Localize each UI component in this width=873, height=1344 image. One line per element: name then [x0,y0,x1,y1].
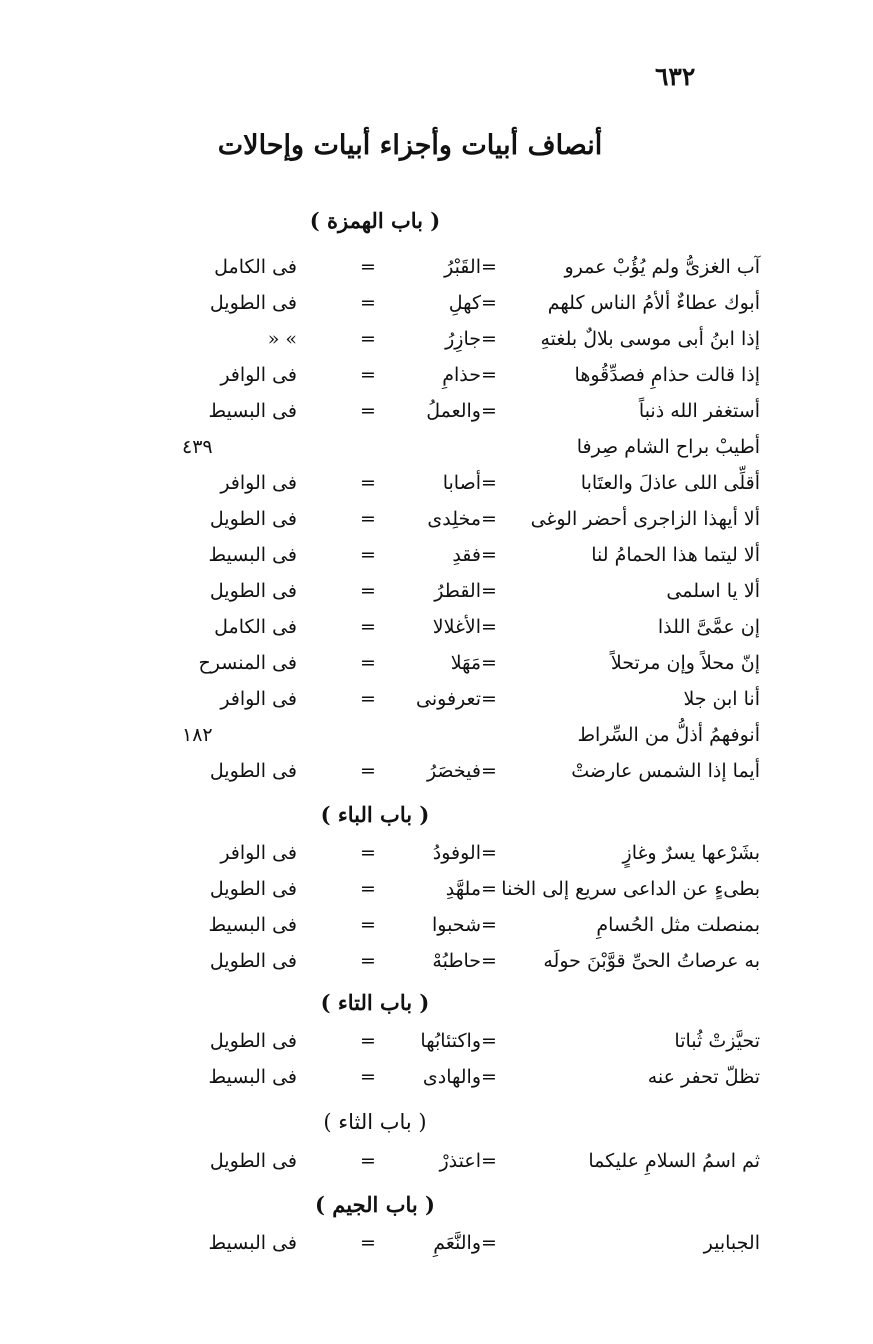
equals-sign: = [481,472,497,494]
rhyme-word: حاطبُهْ [432,950,481,972]
section-heading: ( باب الهمزة ) [309,208,441,233]
rhyme-word: كهلِ [448,292,481,314]
rhyme-word: تعرفونى [416,688,481,710]
equals-sign: = [481,688,497,710]
section-heading: ( باب الثاء ) [323,1110,427,1134]
entry-row [0,1232,873,1268]
meter-name: فى الطويل [209,878,297,900]
rhyme-word: اعتذرْ [439,1150,481,1172]
rhyme-word: فيخصَرُ [426,760,481,782]
entry-row [0,842,873,878]
equals-sign: = [481,1066,497,1088]
rhyme-word: شحبوا [431,914,481,936]
equals-sign: = [481,580,497,602]
entry-row [0,760,873,796]
equals-sign: = [481,914,497,936]
equals-sign: = [481,400,497,422]
entry-row [0,652,873,688]
entry-row [0,1066,873,1102]
equals-sign: = [481,328,497,350]
verse-text: أطيبْ براح الشام صِرفا [576,436,760,458]
equals-sign: = [481,652,497,674]
page-reference: ١٨٢ [182,724,213,746]
equals-sign: = [360,1066,376,1088]
entry-row [0,724,873,760]
equals-sign: = [360,580,376,602]
equals-sign: = [360,256,376,278]
entry-row [0,616,873,652]
meter-name: فى الوافر [220,688,297,710]
verse-text: إن عمَّىَّ اللذا [657,616,760,638]
entry-row [0,688,873,724]
meter-name: » « [267,328,297,350]
section-heading: ( باب التاء ) [320,990,430,1015]
verse-text: أقلِّى اللى عاذلَ والعتَابا [580,472,760,494]
entry-row [0,436,873,472]
entry-row [0,580,873,616]
verse-text: بمنصلت مثل الحُسامِ [596,914,760,936]
page-title: أنصاف أبيات وأجزاء أبيات وإحالات [217,130,603,161]
equals-sign: = [481,544,497,566]
rhyme-word: مخلِدى [427,508,481,530]
verse-text: تظلّ تحفر عنه [647,1066,760,1088]
entry-row [0,914,873,950]
section-heading: ( باب الجيم ) [315,1192,435,1217]
verse-text: به عرصاتُ الحىِّ قوَّبْنَ حولَه [543,950,760,972]
equals-sign: = [481,364,497,386]
meter-name: فى الطويل [209,950,297,972]
rhyme-word: ملهَّدِ [445,878,481,900]
equals-sign: = [360,328,376,350]
equals-sign: = [481,508,497,530]
rhyme-word: مَهَلا [450,652,481,674]
verse-text: أنوفهمُ أذلُّ من السِّراط [577,724,760,746]
rhyme-word: والنَّعَمِ [433,1232,481,1254]
rhyme-word: جازِرُ [445,328,481,350]
verse-text: إنّ محلاً وإن مرتحلاً [610,652,760,674]
page-number: ٦٣٢ [655,62,696,91]
equals-sign: = [360,364,376,386]
equals-sign: = [360,616,376,638]
rhyme-word: الأغلالا [432,616,481,638]
entry-row [0,472,873,508]
equals-sign: = [481,950,497,972]
meter-name: فى البسيط [208,1066,297,1088]
entry-row [0,878,873,914]
equals-sign: = [481,760,497,782]
equals-sign: = [360,950,376,972]
meter-name: فى البسيط [208,400,297,422]
equals-sign: = [360,508,376,530]
meter-name: فى البسيط [208,1232,297,1254]
page-reference: ٤٣٩ [182,436,213,458]
equals-sign: = [360,914,376,936]
equals-sign: = [481,256,497,278]
meter-name: فى البسيط [208,544,297,566]
verse-text: ثم اسمُ السلامِ عليكما [588,1150,760,1172]
equals-sign: = [360,760,376,782]
meter-name: فى المنسرح [198,652,297,674]
entry-row [0,1150,873,1186]
meter-name: فى البسيط [208,914,297,936]
verse-text: ألا ليتما هذا الحمامُ لنا [591,544,760,566]
meter-name: فى الطويل [209,1150,297,1172]
meter-name: فى الطويل [209,760,297,782]
equals-sign: = [360,400,376,422]
equals-sign: = [481,878,497,900]
entry-row [0,364,873,400]
meter-name: فى الوافر [220,364,297,386]
meter-name: فى الطويل [209,292,297,314]
rhyme-word: الوفودُ [432,842,481,864]
verse-text: بطىءٍ عن الداعى سريع إلى الخنا [501,878,760,900]
meter-name: فى الكامل [214,616,297,638]
equals-sign: = [360,842,376,864]
meter-name: فى الكامل [214,256,297,278]
entry-row [0,950,873,986]
meter-name: فى الوافر [220,842,297,864]
equals-sign: = [360,1030,376,1052]
verse-text: تحيَّزتْ ثُباتا [674,1030,760,1052]
entry-row [0,400,873,436]
equals-sign: = [360,1232,376,1254]
entry-row [0,256,873,292]
equals-sign: = [360,878,376,900]
meter-name: فى الوافر [220,472,297,494]
equals-sign: = [481,292,497,314]
meter-name: فى الطويل [209,1030,297,1052]
verse-text: الجبابير [703,1232,760,1254]
entry-row [0,508,873,544]
equals-sign: = [481,1150,497,1172]
entry-row [0,292,873,328]
equals-sign: = [360,652,376,674]
verse-text: إذا قالت حذامِ فصدِّقُوها [574,364,760,386]
verse-text: ألا أيهذا الزاجرى أحضر الوغى [530,508,760,530]
entry-row [0,1030,873,1066]
rhyme-word: والهادى [422,1066,481,1088]
equals-sign: = [481,1030,497,1052]
verse-text: أنا ابن جلا [683,688,760,710]
meter-name: فى الطويل [209,580,297,602]
verse-text: أستغفر الله ذنباً [638,400,760,422]
verse-text: أبوك عطاءٌ ألأمُ الناس كلهم [547,292,760,314]
equals-sign: = [360,1150,376,1172]
equals-sign: = [481,842,497,864]
rhyme-word: حذامِ [442,364,481,386]
rhyme-word: أصابا [442,472,481,494]
equals-sign: = [360,688,376,710]
equals-sign: = [360,292,376,314]
equals-sign: = [360,472,376,494]
verse-text: إذا ابنُ أبى موسى بلالٌ بلغتهِ [540,328,760,350]
equals-sign: = [360,544,376,566]
verse-text: أيما إذا الشمس عارضتْ [571,760,760,782]
verse-text: آب الغزىُّ ولم يُؤُبْ عمرو [564,256,760,278]
verse-text: بشَرْعها يسرٌ وغازٍ [622,842,760,864]
equals-sign: = [481,1232,497,1254]
rhyme-word: القطرُ [434,580,481,602]
entry-row [0,328,873,364]
section-heading: ( باب الباء ) [320,802,430,827]
rhyme-word: القَبْرُ [444,256,481,278]
rhyme-word: فقدِ [452,544,481,566]
equals-sign: = [481,616,497,638]
verse-text: ألا يا اسلمى [666,580,760,602]
rhyme-word: واكتئابُها [420,1030,481,1052]
rhyme-word: والعملُ [426,400,481,422]
meter-name: فى الطويل [209,508,297,530]
entry-row [0,544,873,580]
